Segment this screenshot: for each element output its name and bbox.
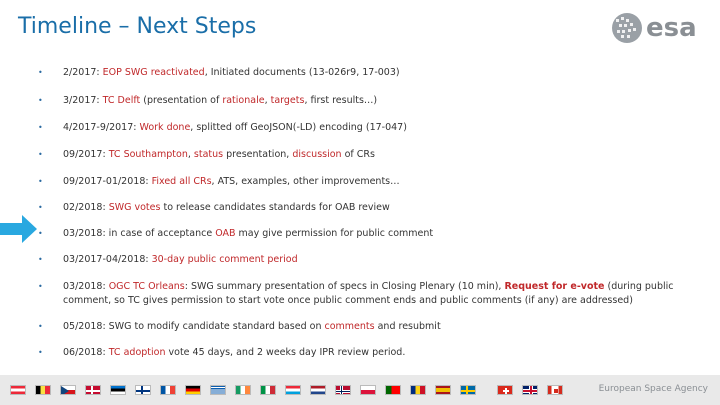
bullet-text — [63, 94, 708, 108]
ireland-flag-icon — [235, 385, 251, 395]
bullet-dot-icon: • — [38, 150, 43, 159]
logo-wordmark: esa — [646, 13, 697, 43]
sweden-flag-icon — [460, 385, 476, 395]
france-flag-icon — [160, 385, 176, 395]
text-segment: (presentation of — [140, 95, 223, 106]
highlighted-text: OGC TC Orleans — [108, 281, 185, 292]
text-segment: presentation, — [223, 149, 293, 160]
bullet-dot-icon: • — [38, 255, 43, 264]
bullet-text — [63, 148, 708, 162]
text-segment: , first results…) — [304, 95, 378, 106]
flag-row — [10, 385, 572, 397]
highlighted-text: 30-day public comment period — [151, 254, 298, 265]
highlighted-text: Request for e-vote — [504, 281, 605, 292]
bullet-dot-icon: • — [38, 203, 43, 212]
highlighted-text: TC Southampton — [108, 149, 188, 160]
bullet-dot-icon: • — [38, 123, 43, 132]
austria-flag-icon — [10, 385, 26, 395]
highlighted-text: discussion — [292, 149, 342, 160]
text-segment: 09/2017: — [63, 149, 109, 160]
bullet-dot-icon: • — [38, 177, 43, 186]
bullet-text — [63, 121, 708, 135]
text-segment: vote 45 days, and 2 weeks day IPR review period. — [165, 347, 406, 358]
text-segment: 03/2017-04/2018: — [63, 254, 152, 265]
italy-flag-icon — [260, 385, 276, 395]
text-segment: to release candidates standards for OAB review — [160, 202, 390, 213]
highlighted-text: Work done — [139, 122, 191, 133]
highlighted-text: status — [193, 149, 224, 160]
highlighted-text: comments — [324, 321, 375, 332]
bullet-text — [63, 227, 708, 241]
text-segment: 3/2017: — [63, 95, 103, 106]
text-segment: (during public comment, so TC gives permission to start vote once public comment ends and public comments (if any) are addressed) — [63, 281, 674, 306]
text-segment: , — [187, 149, 194, 160]
text-segment: may give permission for public comment — [235, 228, 434, 239]
highlighted-text: EOP SWG reactivated — [102, 67, 205, 78]
text-segment: 03/2018: in case of acceptance — [63, 228, 216, 239]
canada-flag-icon — [547, 385, 563, 395]
bullet-text — [63, 280, 708, 308]
bullet-text — [63, 253, 708, 267]
highlighted-text: OAB — [215, 228, 236, 239]
bullet-text — [63, 66, 708, 80]
netherlands-flag-icon — [310, 385, 326, 395]
text-segment: , splitted off GeoJSON(-LD) encoding (17-047) — [190, 122, 407, 133]
bullet-dot-icon: • — [38, 229, 43, 238]
switzerland-flag-icon — [497, 385, 513, 395]
text-segment: of CRs — [341, 149, 375, 160]
bullet-dot-icon: • — [38, 96, 43, 105]
bullet-dot-icon: • — [38, 348, 43, 357]
footer-agency-name: European Space Agency — [598, 384, 708, 394]
norway-flag-icon — [335, 385, 351, 395]
germany-flag-icon — [185, 385, 201, 395]
highlighted-text: TC adoption — [108, 347, 166, 358]
belgium-flag-icon — [35, 385, 51, 395]
bullet-dot-icon: • — [38, 68, 43, 77]
portugal-flag-icon — [385, 385, 401, 395]
romania-flag-icon — [410, 385, 426, 395]
text-segment: 09/2017-01/2018: — [63, 176, 152, 187]
text-segment: , Initiated documents (13-026r9, 17-003) — [204, 67, 400, 78]
bullet-text — [63, 320, 708, 334]
bullet-text — [63, 175, 708, 189]
finland-flag-icon — [135, 385, 151, 395]
bullet-dot-icon: • — [38, 322, 43, 331]
highlighted-text: TC Delft — [102, 95, 141, 106]
bullet-dot-icon: • — [38, 282, 43, 291]
text-segment: , — [264, 95, 271, 106]
poland-flag-icon — [360, 385, 376, 395]
bullet-text — [63, 346, 708, 360]
text-segment: 05/2018: SWG to modify candidate standard based on — [63, 321, 325, 332]
uk-flag-icon — [522, 385, 538, 395]
text-segment: , ATS, examples, other improvements… — [211, 176, 400, 187]
denmark-flag-icon — [85, 385, 101, 395]
slide-title: Timeline – Next Steps — [18, 14, 257, 39]
spain-flag-icon — [435, 385, 451, 395]
highlighted-text: targets — [270, 95, 305, 106]
highlighted-text: Fixed all CRs — [151, 176, 212, 187]
text-segment: 02/2018: — [63, 202, 109, 213]
highlighted-text: rationale — [222, 95, 265, 106]
footer-bar — [0, 375, 720, 405]
text-segment: 2/2017: — [63, 67, 103, 78]
bullet-text — [63, 201, 708, 215]
greece-flag-icon — [210, 385, 226, 395]
czech-flag-icon — [60, 385, 76, 395]
estonia-flag-icon — [110, 385, 126, 395]
text-segment: 06/2018: — [63, 347, 109, 358]
current-step-arrow-icon — [0, 214, 38, 244]
text-segment: 4/2017-9/2017: — [63, 122, 140, 133]
text-segment: : SWG summary presentation of specs in Closing Plenary (10 min), — [184, 281, 505, 292]
text-segment: and resubmit — [374, 321, 441, 332]
highlighted-text: SWG votes — [108, 202, 161, 213]
text-segment: 03/2018: — [63, 281, 109, 292]
luxembourg-flag-icon — [285, 385, 301, 395]
